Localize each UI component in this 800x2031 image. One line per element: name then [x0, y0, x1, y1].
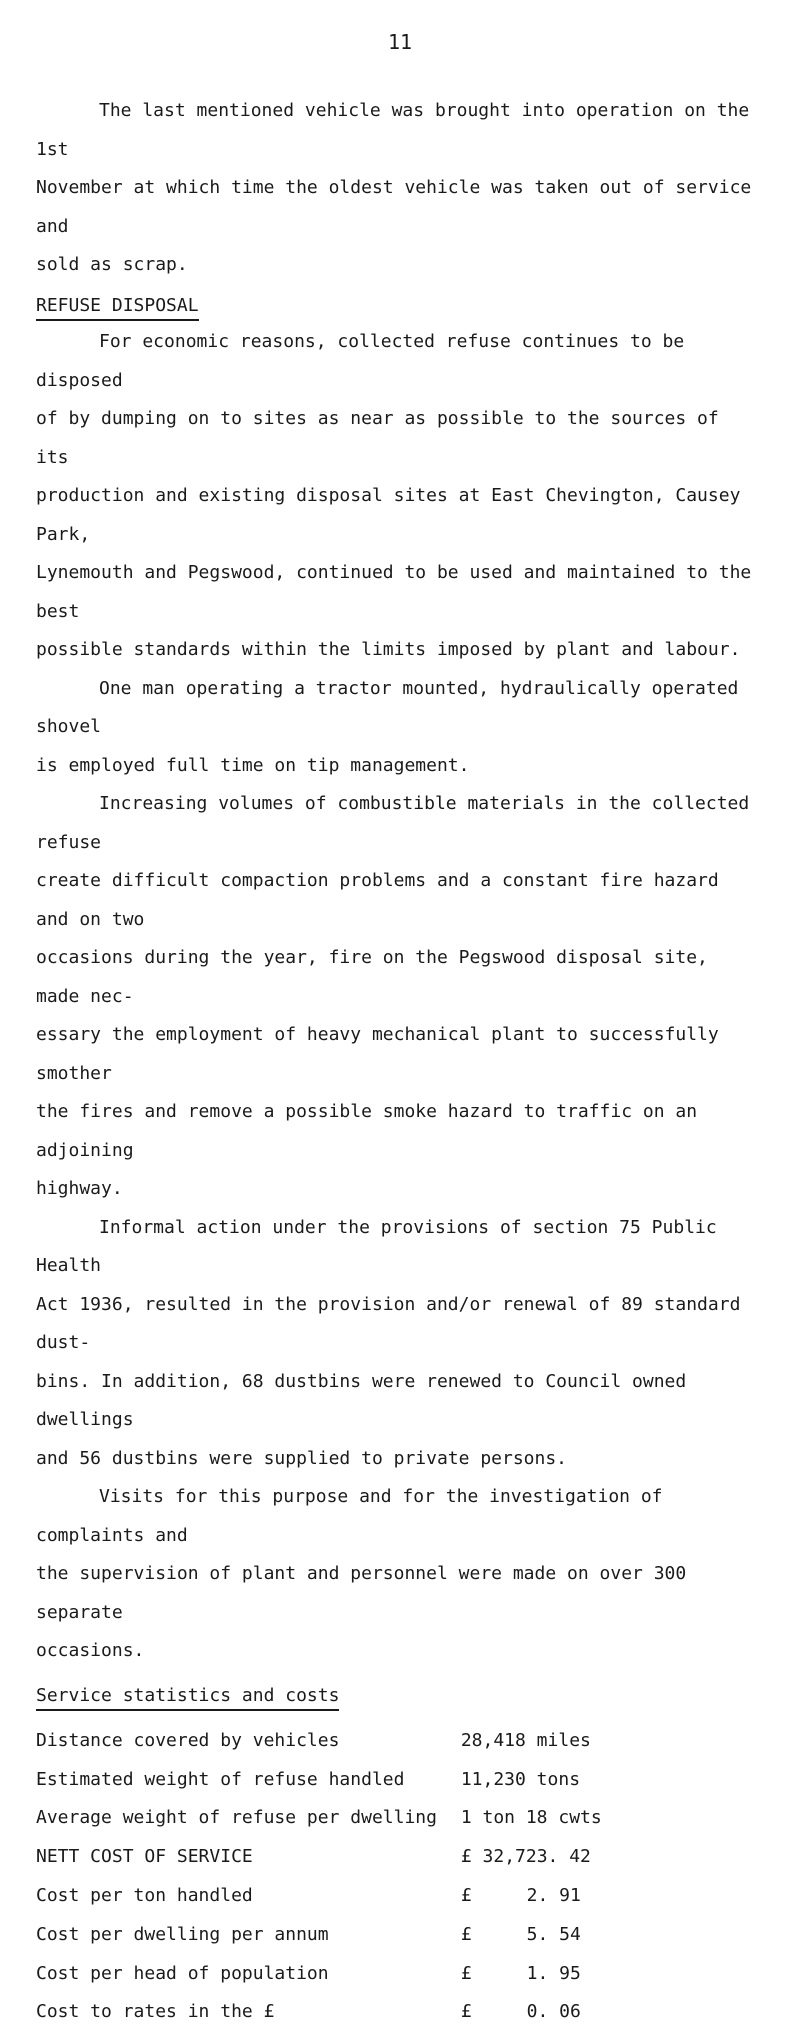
- stat-row: [36, 1799, 760, 1838]
- text-line: occasions.: [36, 1640, 145, 1661]
- paragraph-combustible: [36, 785, 760, 1209]
- text-line: Act 1936, resulted in the provision and/or renewal of 89 standard dust-: [36, 1293, 741, 1353]
- stat-amount: 2. 91: [526, 1885, 581, 1907]
- stat-label: Cost per head of population: [36, 1962, 329, 1984]
- paragraph-vehicle: [36, 92, 760, 285]
- stat-row: [36, 1954, 760, 1993]
- currency-symbol: £: [460, 2001, 472, 2023]
- section-heading-service-statistics: Service statistics and costs: [36, 1683, 339, 1711]
- currency-symbol: £: [460, 1885, 472, 1907]
- stat-amount: 1. 95: [526, 1962, 581, 1984]
- stat-value: 11,230 tons: [460, 1768, 581, 1790]
- text-line: Visits for this purpose and for the investigation of complaints and: [36, 1486, 663, 1546]
- text-line: the fires and remove a possible smoke hazard to traffic on an adjoining: [36, 1101, 698, 1161]
- text-line: possible standards within the limits imposed by plant and labour.: [36, 639, 741, 660]
- stat-value: [461, 2001, 760, 2022]
- stat-label: Distance covered by vehicles: [36, 1729, 340, 1751]
- stat-label: Estimated weight of refuse handled: [36, 1768, 405, 1790]
- text-line: Increasing volumes of combustible materials in the collected refuse: [36, 793, 750, 853]
- text-line: For economic reasons, collected refuse continues to be disposed: [36, 331, 685, 391]
- section-heading-refuse-disposal: REFUSE DISPOSAL: [36, 293, 199, 321]
- text-line: essary the employment of heavy mechanical plant to successfully smother: [36, 1024, 719, 1084]
- paragraph-visits: [36, 1478, 760, 1671]
- text-line: the supervision of plant and personnel were made on over 300 separate: [36, 1563, 687, 1623]
- paragraph-economic: [36, 323, 760, 670]
- text-line: One man operating a tractor mounted, hydraulically operated shovel: [36, 677, 739, 737]
- stat-row: [36, 1915, 760, 1954]
- text-line: Lynemouth and Pegswood, continued to be used and maintained to the best: [36, 562, 752, 622]
- stat-value: [461, 1846, 760, 1867]
- document-body: [36, 92, 760, 2031]
- stat-label: Cost to rates in the £: [36, 2001, 275, 2023]
- paragraph-tractor: [36, 670, 760, 786]
- text-line: and 56 dustbins were supplied to private persons.: [36, 1447, 568, 1469]
- text-line: of by dumping on to sites as near as possible to the sources of its: [36, 408, 719, 468]
- stat-value: 1 ton 18 cwts: [460, 1807, 602, 1829]
- page-number: 11: [387, 30, 413, 54]
- text-line: bins. In addition, 68 dustbins were renewed to Council owned dwellings: [36, 1370, 687, 1430]
- text-line: November at which time the oldest vehicle was taken out of service and: [36, 177, 752, 237]
- paragraph-informal-action: [36, 1209, 760, 1479]
- text-line: create difficult compaction problems and a constant fire hazard and on two: [36, 870, 719, 930]
- stat-value: 28,418 miles: [460, 1729, 591, 1751]
- currency-symbol: £: [460, 1846, 472, 1868]
- stat-label: Cost per ton handled: [36, 1885, 253, 1907]
- currency-symbol: £: [460, 1962, 472, 1984]
- stat-label: NETT COST OF SERVICE: [36, 1846, 253, 1868]
- stat-amount: 32,723. 42: [482, 1846, 591, 1868]
- stat-row: [36, 1993, 760, 2031]
- stat-row: [36, 1721, 760, 1760]
- stat-amount: 0. 06: [526, 2001, 581, 2023]
- text-line: sold as scrap.: [36, 254, 188, 275]
- stat-label: Cost per dwelling per annum: [36, 1923, 329, 1945]
- statistics-table: [36, 1721, 760, 2031]
- text-line: The last mentioned vehicle was brought into operation on the 1st: [36, 100, 750, 160]
- stat-value: [461, 1963, 760, 1984]
- stat-label: Average weight of refuse per dwelling: [36, 1807, 437, 1829]
- text-line: occasions during the year, fire on the Pegswood disposal site, made nec-: [36, 947, 708, 1007]
- stat-row: [36, 1837, 760, 1876]
- text-line: Informal action under the provisions of section 75 Public Health: [36, 1216, 717, 1276]
- text-line: highway.: [36, 1178, 123, 1199]
- text-line: is employed full time on tip management.: [36, 754, 470, 776]
- stat-amount: 5. 54: [526, 1923, 581, 1945]
- currency-symbol: £: [460, 1923, 472, 1945]
- text-line: production and existing disposal sites at East Chevington, Causey Park,: [36, 485, 741, 545]
- stat-value: [461, 1885, 760, 1906]
- stat-value: [461, 1924, 760, 1945]
- stat-row: [36, 1876, 760, 1915]
- stat-row: [36, 1760, 760, 1799]
